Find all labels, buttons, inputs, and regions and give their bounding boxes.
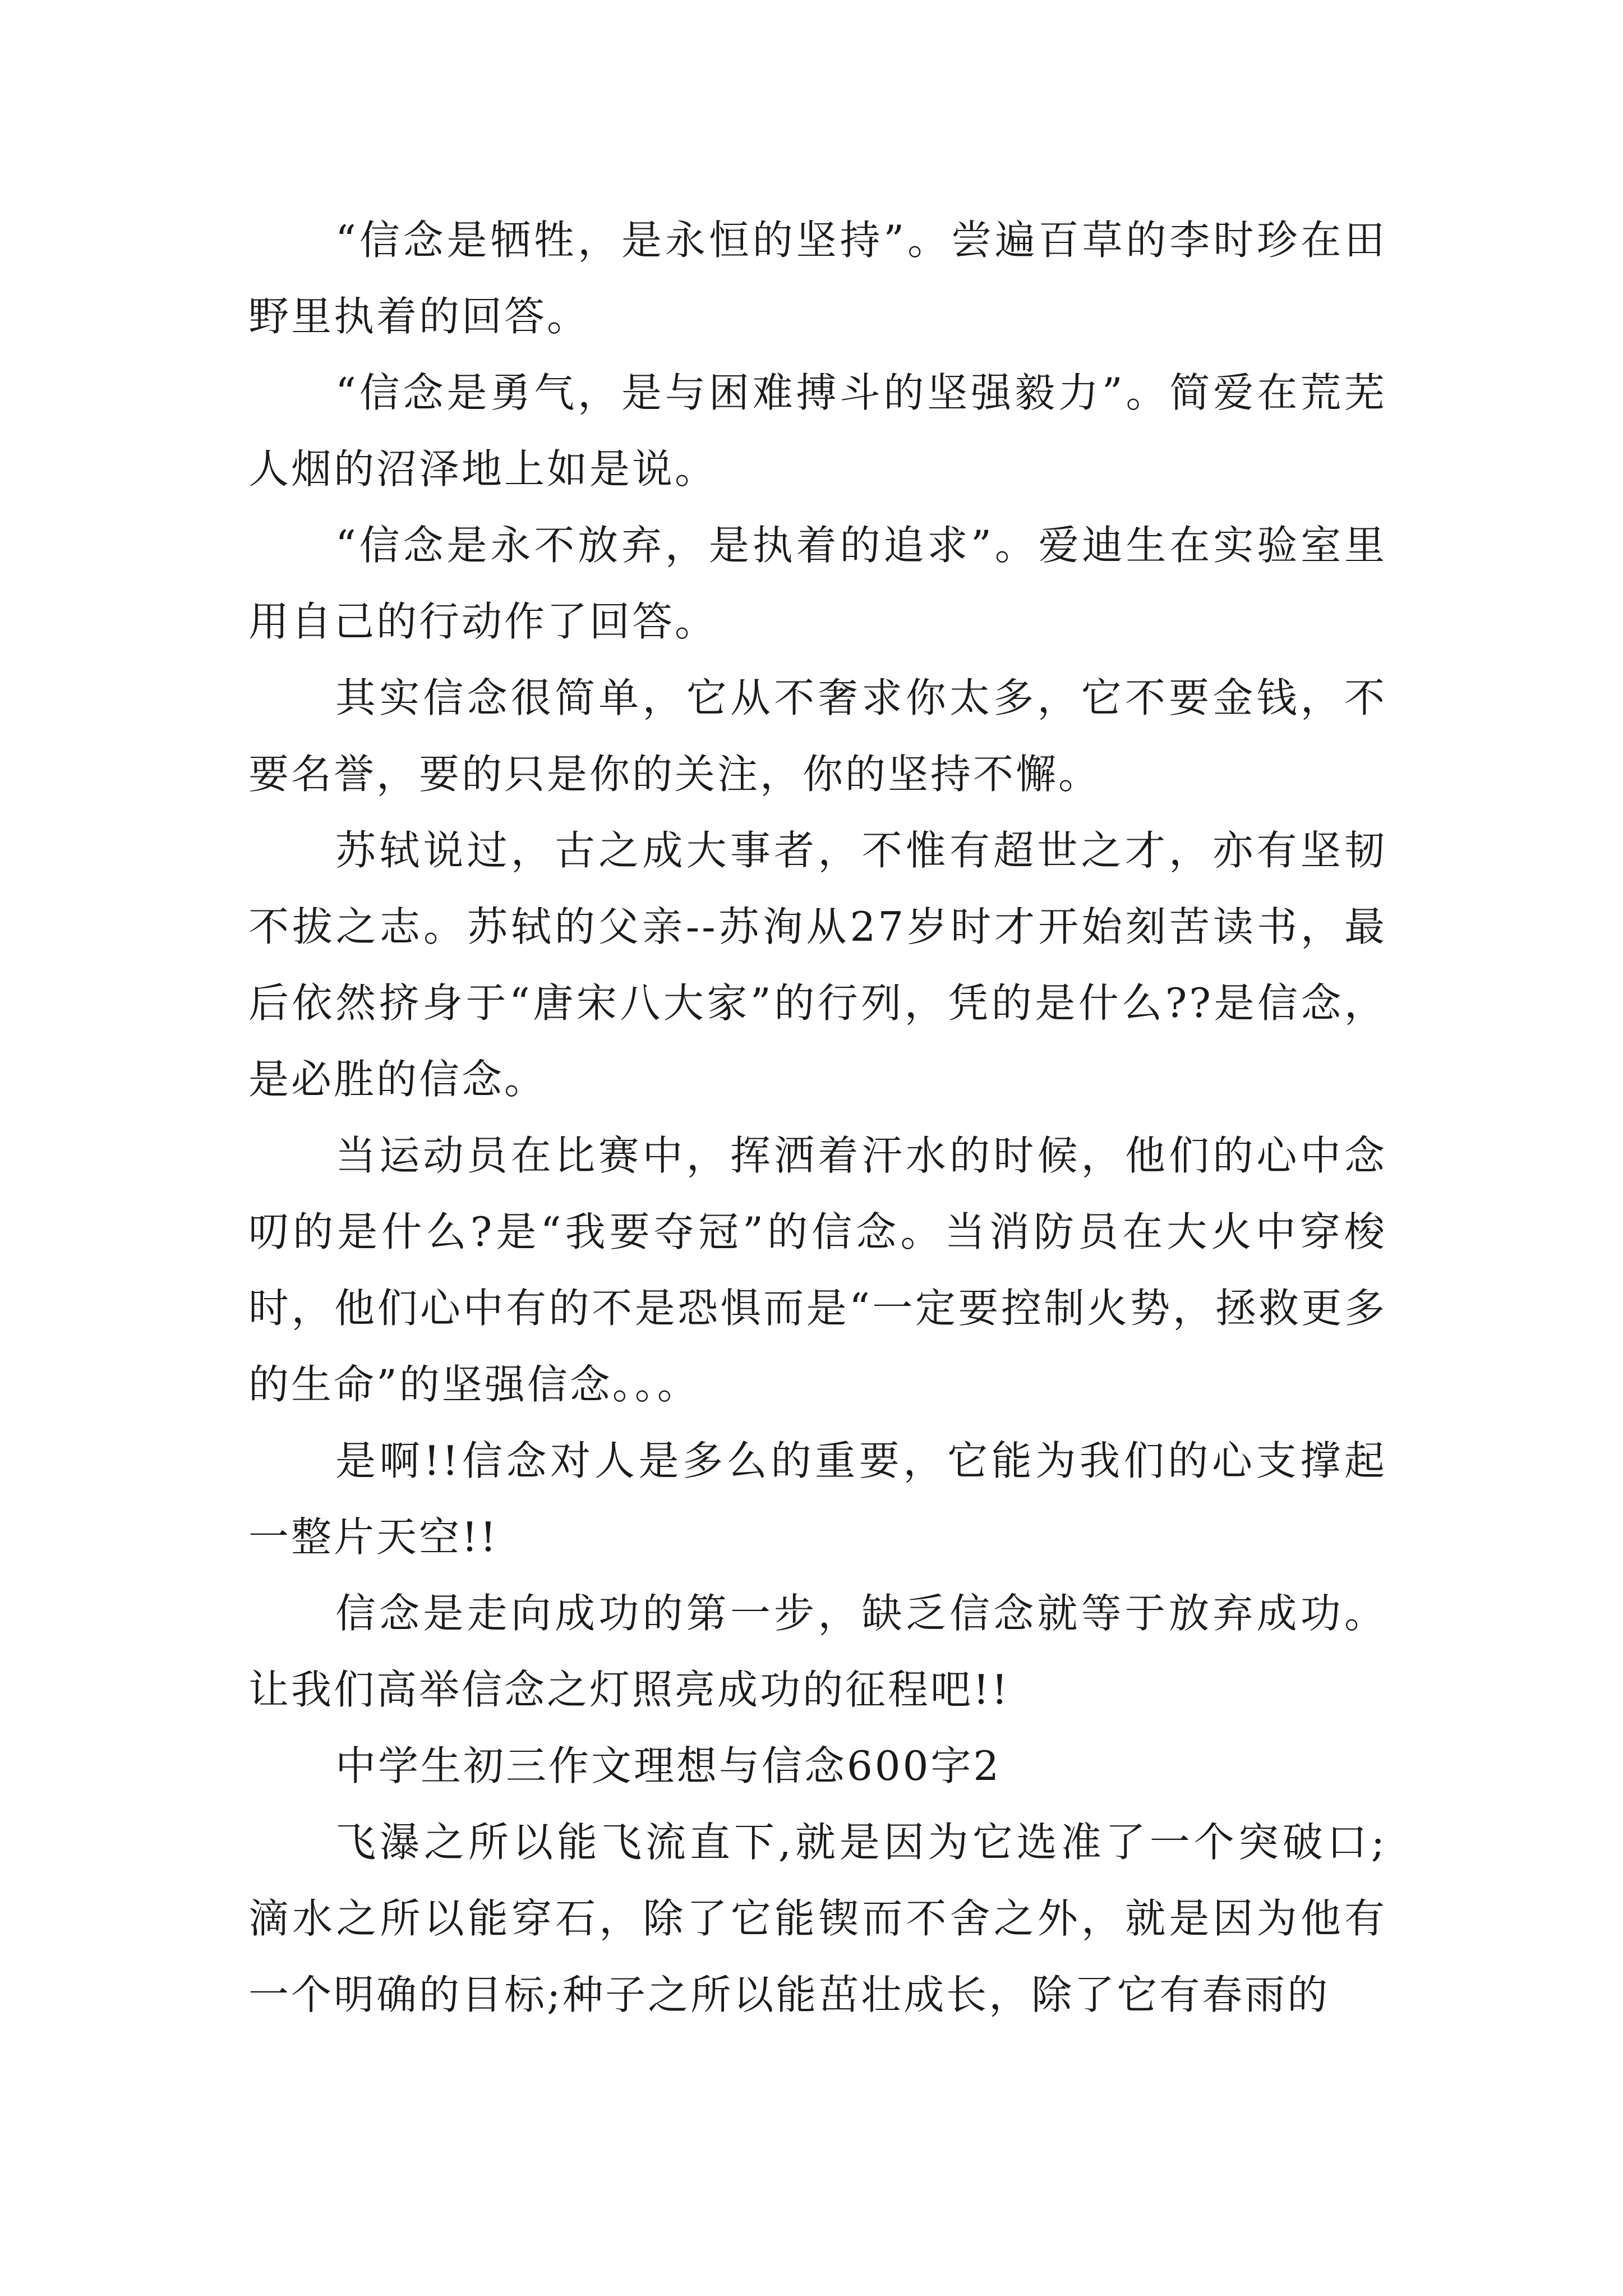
paragraph-edison: “信念是永不放弃，是执着的追求”。爱迪生在实验室里用自己的行动作了回答。 <box>248 522 1387 645</box>
paragraph-su-shi: 苏轼说过，古之成大事者，不惟有超世之才，亦有坚韧不拔之志。苏轼的父亲--苏洵从27岁时才开始刻苦读书，最后依然挤身于“唐宋八大家”的行列，凭的是什么??是信念，是必胜的信念。 <box>248 827 1387 1103</box>
paragraph-importance: 是啊!!信念对人是多么的重要，它能为我们的心支撑起一整片天空!! <box>248 1437 1387 1561</box>
paragraph-li-shizhen: “信念是牺牲，是永恒的坚持”。尝遍百草的李时珍在田野里执着的回答。 <box>248 217 1387 340</box>
paragraph-waterfall: 飞瀑之所以能飞流直下,就是因为它选准了一个突破口;滴水之所以能穿石，除了它能锲而不舍之外，就是因为他有一个明确的目标;种子之所以能茁壮成长，除了它有春雨的 <box>248 1819 1387 2018</box>
paragraph-first-step: 信念是走向成功的第一步，缺乏信念就等于放弃成功。让我们高举信念之灯照亮成功的征程吧!! <box>248 1590 1387 1713</box>
paragraph-belief-simple: 其实信念很简单，它从不奢求你太多，它不要金钱，不要名誉，要的只是你的关注，你的坚持不懈。 <box>248 674 1387 798</box>
section-heading: 中学生初三作文理想与信念600字2 <box>335 1742 1002 1789</box>
paragraph-jane-eyre: “信念是勇气，是与困难搏斗的坚强毅力”。简爱在荒芜人烟的沼泽地上如是说。 <box>248 369 1387 493</box>
paragraph-athletes-firefighters: 当运动员在比赛中，挥洒着汗水的时候，他们的心中念叨的是什么?是“我要夺冠”的信念。当消防员在大火中穿梭时，他们心中有的不是恐惧而是“一定要控制火势，拯救更多的生命”的坚强信念。。。 <box>248 1132 1387 1408</box>
document-body <box>248 202 1387 2033</box>
